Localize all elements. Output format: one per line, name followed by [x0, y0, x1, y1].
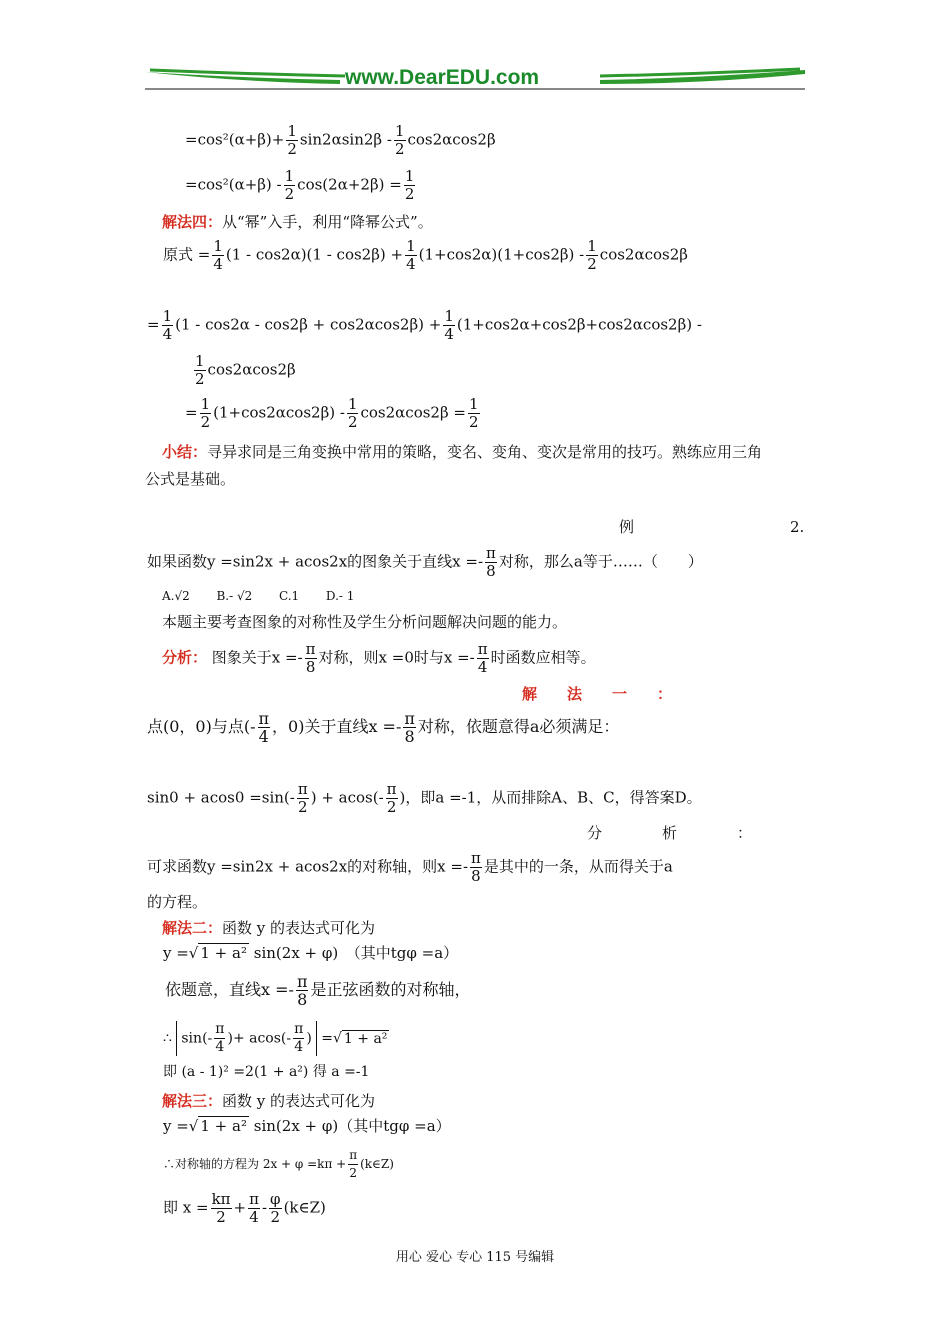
analysis: 分析： 图象关于x =- $\frac{\pi}{8}$ 对称，则x =0时与x =- $\frac{\pi}{4}$ 时函数应相等。	[162, 640, 596, 676]
page-header	[0, 60, 950, 100]
option-c: C.1	[278, 589, 300, 603]
example-label: 例	[619, 518, 635, 536]
method-two-heading: 解法二：函数 y 的表达式可化为	[162, 919, 376, 937]
method-two-result: 即 (a - 1)² =2(1 + a²) 得 a =-1	[163, 1064, 370, 1080]
analysis-two-heading: 分 析 ：	[587, 824, 753, 842]
method-three-heading: 解法三：函数 y 的表达式可化为	[162, 1092, 376, 1110]
summary-cont: 公式是基础。	[145, 470, 236, 488]
method-three-axis: ∴对称轴的方程为 2x + φ =kπ + $\frac{\pi}{2}$ (k∈Z)	[163, 1148, 394, 1180]
analysis-two-cont: 的方程。	[147, 893, 208, 911]
formula-line-2: =cos²(α+β) - $\frac{1}{2}$ cos(2α+2β) = $\frac{1}{2}$	[185, 167, 415, 203]
method-three-result: 即 x = $\frac{k\pi}{2}$ + $\frac{\pi}{4}$ - $\frac{\varphi}{2}$ (k∈Z)	[163, 1190, 326, 1226]
method-one-heading: 解 法 一 ：	[522, 685, 673, 703]
option-a: A.√2	[162, 589, 190, 603]
formula-result: = $\frac{1}{2}$ (1+cos2αcos2β) - $\frac{1}{2}$ cos2αcos2β = $\frac{1}{2}$	[185, 395, 479, 431]
formula-original: 原式 = $\frac{1}{4}$ (1 - cos2α)(1 - cos2β) + $\frac{1}{4}$ (1+cos2α)(1+cos2β) - $\frac{1}{2}$ cos2αcos2β	[163, 237, 688, 273]
analysis-two: 可求函数y =sin2x + acos2x的对称轴，则x =- $\frac{\pi}{8}$ 是其中的一条，从而得关于a	[147, 849, 673, 885]
method-three-equation: y =√ 1 + a² sin(2x + φ)（其中tgφ =a）	[163, 1117, 451, 1135]
intro: 本题主要考查图象的对称性及学生分析问题解决问题的能力。	[162, 613, 568, 631]
summary: 小结：寻异求同是三角变换中常用的策略，变名、变角、变次是常用的技巧。熟练应用三角	[162, 443, 763, 461]
formula-expanded-2: $\frac{1}{2}$ cos2αcos2β	[195, 352, 296, 388]
method-two-condition: 依题意，直线x =- $\frac{\pi}{8}$ 是正弦函数的对称轴，	[165, 972, 471, 1009]
example-number: 2.	[790, 518, 805, 536]
site-logo: www.DearEDU.com	[345, 66, 540, 89]
formula-line-1: =cos²(α+β)+ $\frac{1}{2}$ sin2αsin2β - $\frac{1}{2}$ cos2αcos2β	[185, 122, 496, 158]
method-two-equation: y =√ 1 + a² sin(2x + φ) （其中tgφ =a）	[163, 944, 459, 962]
options	[162, 586, 354, 606]
method-one-equation: sin0 + acos0 =sin(- $\frac{\pi}{2}$ ) + acos(- $\frac{\pi}{2}$ )，即a =-1，从而排除A、B、C，得答案D。	[147, 780, 702, 816]
option-d: D.- 1	[325, 589, 355, 603]
option-b: B.- √2	[216, 589, 253, 603]
method-two-therefore: ∴ sin(- $\frac{\pi}{4}$ )+ acos(- $\frac{\pi}{4}$ ) =√ 1 + a²	[163, 1021, 388, 1055]
page-footer: 用心 爱心 专心 115 号编辑	[395, 1250, 555, 1265]
formula-expanded: = $\frac{1}{4}$ (1 - cos2α - cos2β + cos2αcos2β) + $\frac{1}{4}$ (1+cos2α+cos2β+cos2αcos2β) -	[147, 307, 702, 343]
question: 如果函数y =sin2x + acos2x的图象关于直线x =- $\frac{\pi}{8}$ 对称，那么a等于……（ ）	[147, 544, 703, 580]
method-four-heading: 解法四：从“幂”入手，利用“降幂公式”。	[162, 213, 433, 231]
fraction: $\frac{1}{2}$	[287, 122, 297, 158]
method-one-line: 点(0，0)与点(- $\frac{\pi}{4}$ ，0)关于直线x =- $\frac{\pi}{8}$ 对称，依题意得a必须满足：	[147, 709, 620, 746]
